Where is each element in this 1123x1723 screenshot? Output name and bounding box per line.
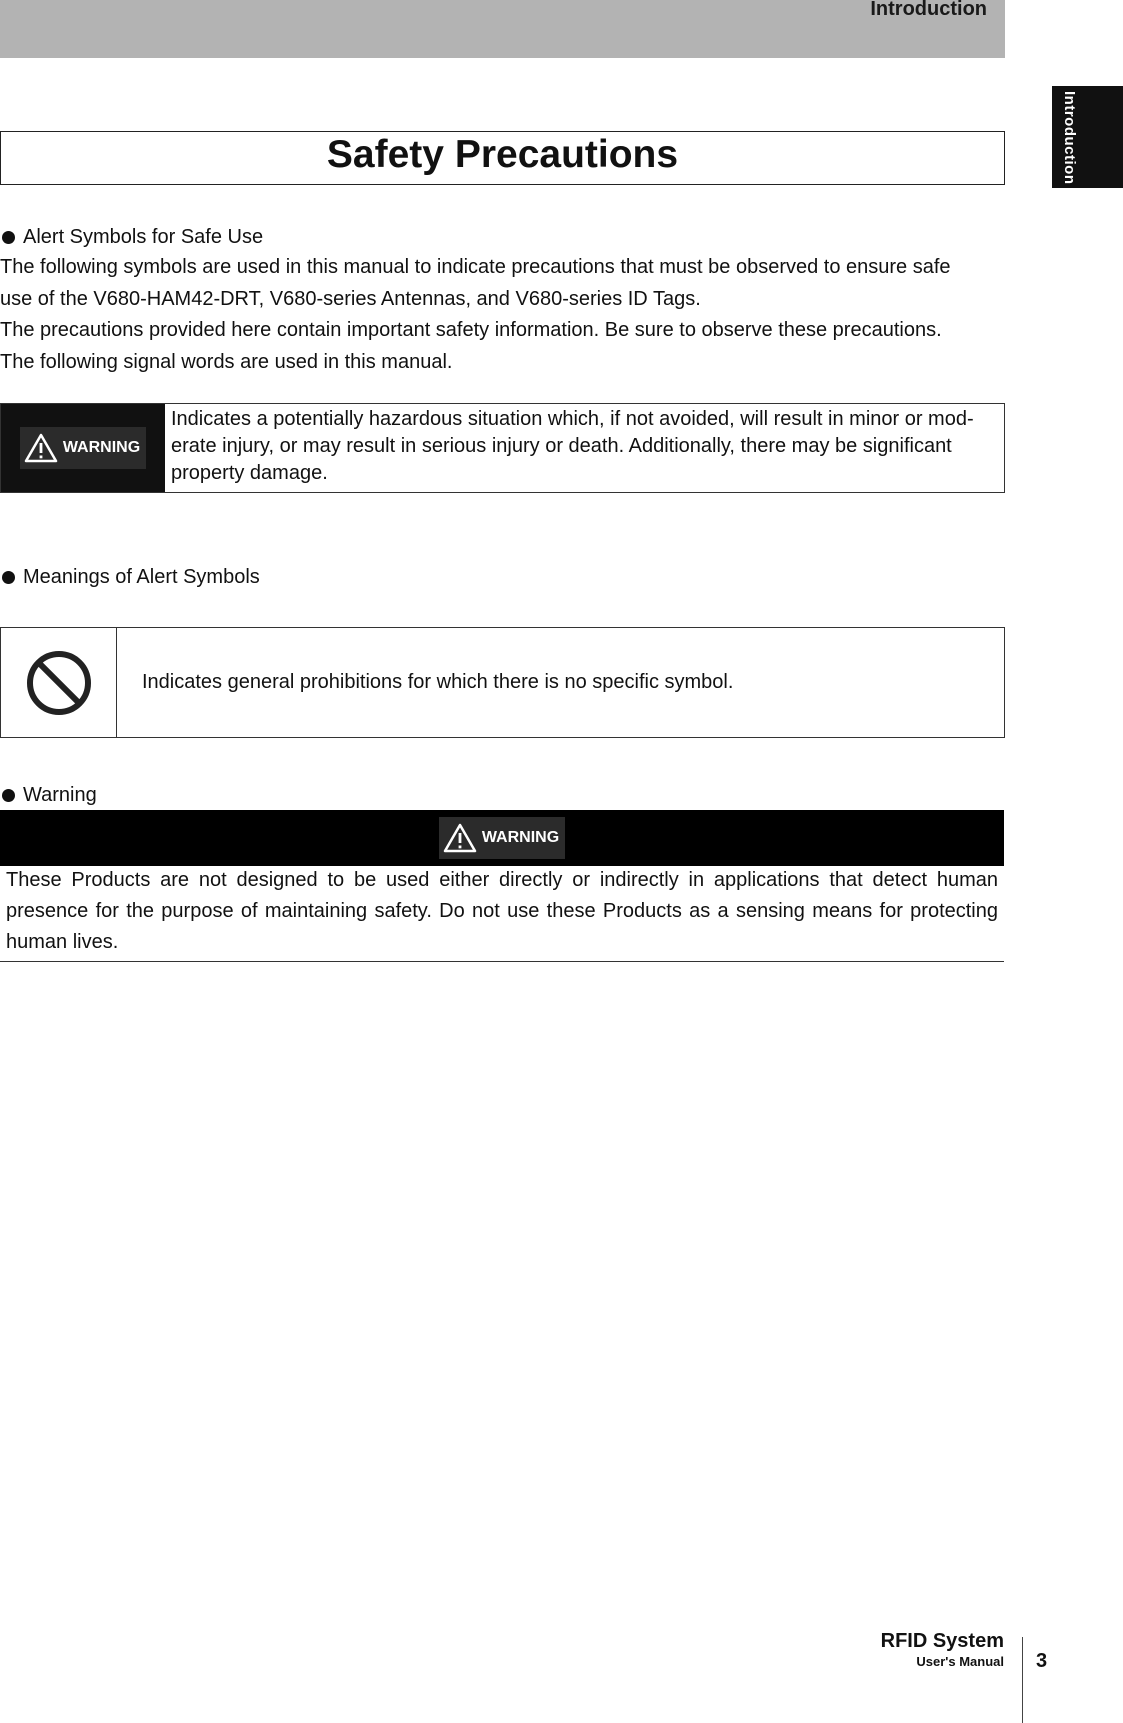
alert-symbols-heading-text: Alert Symbols for Safe Use [23,226,264,248]
alert-symbols-paragraph [0,252,1005,378]
signal-word-description: Indicates a potentially hazardous situation which, if not avoided, will result in minor or mod-erate injury, or may result in serious injury or death. Additionally, there may be significant property damage. [171,408,974,484]
warning-badge [20,427,146,469]
warning-triangle-icon [443,823,477,853]
footer-manual: User's Manual [916,1654,1004,1669]
prohibition-icon [25,649,93,717]
warning-badge [439,817,565,859]
meanings-heading [0,566,260,589]
warning-heading [0,784,97,807]
warning-banner [0,810,1004,866]
bullet-icon [2,231,15,244]
footer-product: RFID System [880,1630,1004,1652]
bullet-icon [2,789,15,802]
warning-triangle-icon [24,433,58,463]
symbol-cell [1,628,117,737]
page-title: Safety Precautions [326,133,679,176]
bullet-icon [2,571,15,584]
paragraph-line: The following signal words are used in this manual. [0,350,453,373]
warning-badge-label: WARNING [481,829,560,846]
meanings-heading-text: Meanings of Alert Symbols [23,566,260,588]
paragraph-line: The following symbols are used in this manual to indicate precautions that must be observed to ensure safe [0,256,951,278]
footer-title [881,1630,1004,1669]
signal-word-cell [1,404,165,492]
alert-symbols-heading [0,226,263,249]
warning-text: These Products are not designed to be used either directly or indirectly in applications that detect human presence for the purpose of maintaining safety. Do not use these Products as a sensing means for protecting human lives. [0,865,1004,962]
symbol-description: Indicates general prohibitions for which there is no specific symbol. [142,671,734,693]
header-bar [0,0,1005,58]
page-title-box [0,131,1005,185]
footer-divider [1022,1637,1023,1723]
warning-badge-label: WARNING [62,439,141,456]
paragraph-line: The precautions provided here contain important safety information. Be sure to observe these precautions. [0,319,942,341]
page-number: 3 [1036,1650,1048,1672]
side-tab-label: Introduction [1061,91,1078,185]
signal-words-table [0,403,1005,493]
paragraph-line: use of the V680-HAM42-DRT, V680-series Antennas, and V680-series ID Tags. [0,287,701,310]
header-section-title: Introduction [870,0,987,20]
alert-symbol-table [0,627,1005,738]
warning-heading-text: Warning [23,784,97,806]
